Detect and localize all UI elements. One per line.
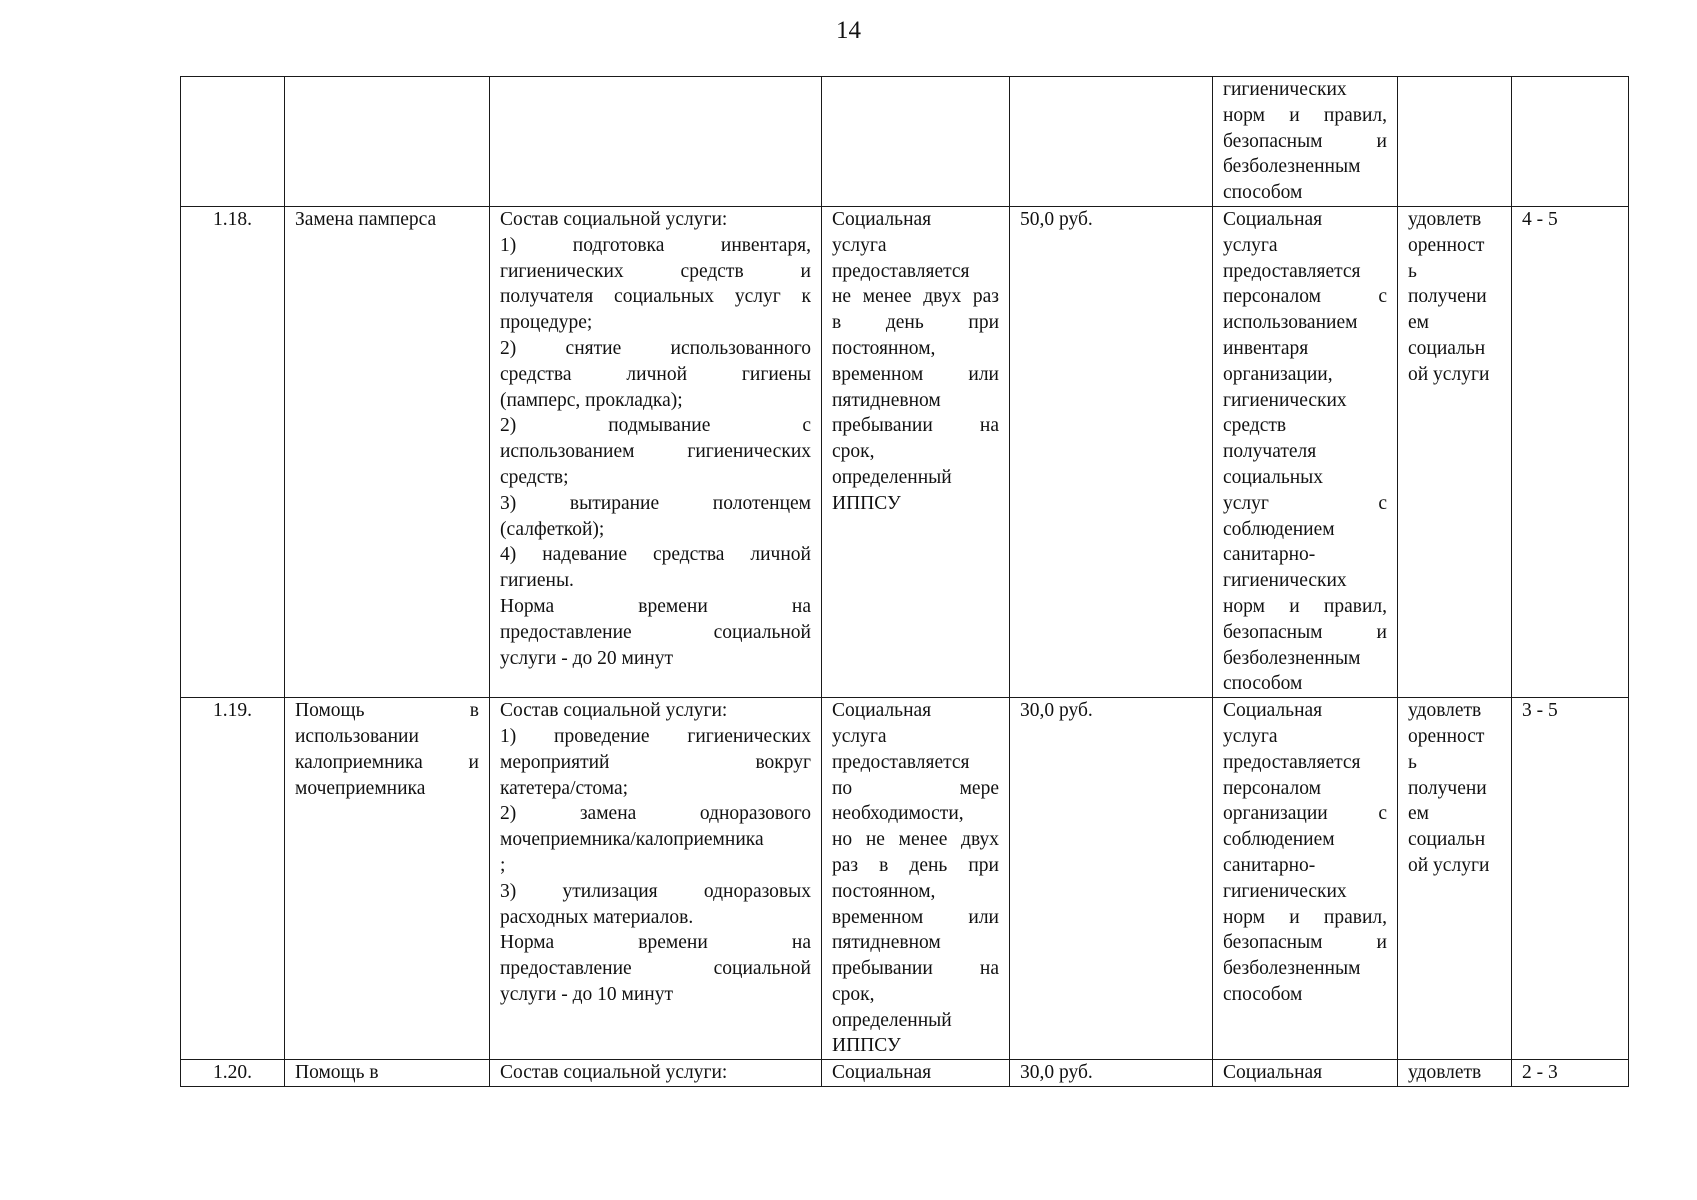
cell-line: получателя социальных услуг к (500, 286, 811, 308)
cell-line: гигиены. (500, 570, 574, 592)
cell-number (181, 1060, 285, 1087)
cell-points-text: 3 - 5 (1522, 700, 1558, 722)
cell-line: способом (1223, 182, 1303, 204)
cell-price-text: 50,0 руб. (1020, 208, 1093, 230)
cell-line: гигиенических (1223, 389, 1347, 411)
cell-line: катетера/стома; (500, 777, 629, 799)
cell-line: (памперс, прокладка); (500, 389, 683, 411)
cell-line: Состав социальной услуги: (500, 700, 728, 722)
cell-provision (1213, 206, 1398, 697)
cell-line: услуга (832, 234, 887, 256)
cell-line: в день при (832, 312, 999, 334)
cell-line: инвентаря (1223, 337, 1309, 359)
cell-line: социальных (1223, 466, 1324, 488)
cell-line: мочеприемника/калоприемника (500, 829, 764, 851)
cell-line: организации, (1223, 363, 1333, 385)
cell-line: норм и правил, (1223, 104, 1387, 126)
cell-provision (1213, 1060, 1398, 1087)
cell-line: предоставляется (832, 260, 970, 282)
cell-conditions (822, 1060, 1010, 1087)
cell-composition (490, 698, 822, 1060)
cell-line: срок, (832, 983, 875, 1005)
cell-line: услуга (1223, 725, 1278, 747)
cell-line: Норма времени на (500, 595, 811, 617)
cell-points-text: 4 - 5 (1522, 208, 1558, 230)
cell-line: ИППСУ (832, 1035, 901, 1057)
cell-line: использовании (295, 725, 419, 747)
cell-line: социальн (1408, 829, 1486, 851)
cell-price (1010, 1060, 1213, 1087)
cell-service-name (285, 1060, 490, 1087)
cell-service-name (285, 698, 490, 1060)
cell-criteria (1398, 206, 1512, 697)
cell-line: 2) снятие использованного (500, 337, 811, 359)
cell-points-text: 2 - 3 (1522, 1062, 1558, 1084)
cell-price-text: 30,0 руб. (1020, 1062, 1093, 1084)
cell-line: социальн (1408, 337, 1486, 359)
cell-line: Замена памперса (295, 208, 437, 230)
table-row (181, 77, 1629, 207)
cell-line: Социальная (1223, 1062, 1323, 1084)
cell-line: предоставляется (832, 751, 970, 773)
cell-line: пребывании на (832, 415, 999, 437)
cell-line: получателя (1223, 441, 1317, 463)
cell-service-name (285, 206, 490, 697)
cell-number (181, 77, 285, 207)
cell-line: не менее двух раз (832, 286, 999, 308)
cell-line: получени (1408, 286, 1487, 308)
cell-line: раз в день при (832, 854, 999, 876)
cell-line: средств (1223, 415, 1287, 437)
cell-line: организации с (1223, 803, 1387, 825)
cell-line: Социальная (1223, 700, 1323, 722)
cell-line: санитарно- (1223, 854, 1316, 876)
cell-line: услуга (1223, 234, 1278, 256)
cell-price (1010, 206, 1213, 697)
table-row (181, 206, 1629, 697)
cell-composition (490, 206, 822, 697)
cell-line: удовлетв (1408, 700, 1482, 722)
cell-points (1512, 698, 1629, 1060)
cell-points (1512, 77, 1629, 207)
cell-number-text: 1.19. (213, 700, 252, 722)
cell-line: предоставление социальной (500, 958, 811, 980)
cell-line: необходимости, (832, 803, 964, 825)
cell-line: Состав социальной услуги: (500, 208, 728, 230)
cell-line: пятидневном (832, 932, 941, 954)
cell-line: персоналом (1223, 777, 1321, 799)
cell-line: (салфеткой); (500, 518, 605, 540)
cell-line: ; (500, 854, 506, 876)
cell-line: пребывании на (832, 958, 999, 980)
cell-line: предоставляется (1223, 751, 1361, 773)
cell-criteria (1398, 698, 1512, 1060)
cell-criteria (1398, 1060, 1512, 1087)
cell-line: ИППСУ (832, 492, 901, 514)
cell-line: норм и правил, (1223, 595, 1387, 617)
cell-line: 1) проведение гигиенических (500, 725, 811, 747)
cell-line: ем (1408, 312, 1429, 334)
cell-line: удовлетв (1408, 208, 1482, 230)
cell-line: определенный (832, 1009, 952, 1031)
cell-line: Состав социальной услуги: (500, 1062, 728, 1084)
cell-line: способом (1223, 983, 1303, 1005)
cell-conditions (822, 77, 1010, 207)
cell-line: 2) замена одноразового (500, 803, 811, 825)
cell-price (1010, 77, 1213, 207)
cell-price-text: 30,0 руб. (1020, 700, 1093, 722)
cell-line: ь (1408, 260, 1417, 282)
cell-line: 1) подготовка инвентаря, (500, 234, 811, 256)
cell-line: безболезненным (1223, 647, 1361, 669)
cell-line: пятидневном (832, 389, 941, 411)
services-table (180, 76, 1629, 1087)
cell-line: соблюдением (1223, 829, 1335, 851)
cell-line: услуга (832, 725, 887, 747)
cell-line: 3) утилизация одноразовых (500, 880, 811, 902)
cell-line: норм и правил, (1223, 906, 1387, 928)
cell-line: оренност (1408, 725, 1485, 747)
cell-price (1010, 698, 1213, 1060)
cell-line: безболезненным (1223, 156, 1361, 178)
cell-line: Социальная (832, 700, 932, 722)
cell-line: гигиенических (1223, 570, 1347, 592)
cell-line: оренност (1408, 234, 1485, 256)
cell-number (181, 206, 285, 697)
cell-provision (1213, 77, 1398, 207)
cell-line: постоянном, (832, 337, 936, 359)
table-row (181, 1060, 1629, 1087)
cell-line: получени (1408, 777, 1487, 799)
cell-line: услуги - до 10 минут (500, 983, 673, 1005)
cell-line: ой услуги (1408, 854, 1490, 876)
cell-line: временном или (832, 906, 999, 928)
cell-line: услуги - до 20 минут (500, 647, 673, 669)
cell-line: 4) надевание средства личной (500, 544, 811, 566)
cell-line: Социальная (1223, 208, 1323, 230)
cell-number (181, 698, 285, 1060)
cell-line: Помощь в (295, 1062, 379, 1084)
cell-line: но не менее двух (832, 829, 999, 851)
cell-points (1512, 206, 1629, 697)
cell-line: 2) подмывание с (500, 415, 811, 437)
cell-line: мочеприемника (295, 777, 426, 799)
cell-line: мероприятий вокруг (500, 751, 811, 773)
cell-line: гигиенических средств и (500, 260, 811, 282)
cell-line: гигиенических (1223, 79, 1347, 100)
cell-line: услуг с (1223, 492, 1387, 514)
table-row (181, 698, 1629, 1060)
cell-line: по мере (832, 777, 999, 799)
cell-line: безболезненным (1223, 958, 1361, 980)
cell-line: определенный (832, 466, 952, 488)
cell-line: Социальная (832, 208, 932, 230)
cell-line: ой услуги (1408, 363, 1490, 385)
cell-conditions (822, 206, 1010, 697)
cell-line: Социальная (832, 1062, 932, 1084)
cell-number-text: 1.20. (213, 1062, 252, 1084)
cell-composition (490, 77, 822, 207)
cell-line: безопасным и (1223, 621, 1387, 643)
cell-line: Помощь в (295, 700, 479, 722)
cell-line: безопасным и (1223, 932, 1387, 954)
cell-line: средств; (500, 466, 569, 488)
cell-line: санитарно- (1223, 544, 1316, 566)
cell-line: срок, (832, 441, 875, 463)
cell-provision (1213, 698, 1398, 1060)
cell-line: калоприемника и (295, 751, 479, 773)
cell-line: 3) вытирание полотенцем (500, 492, 811, 514)
cell-line: процедуре; (500, 312, 593, 334)
cell-line: гигиенических (1223, 880, 1347, 902)
cell-line: предоставляется (1223, 260, 1361, 282)
cell-conditions (822, 698, 1010, 1060)
cell-line: расходных материалов. (500, 906, 694, 928)
cell-line: ем (1408, 803, 1429, 825)
cell-line: ь (1408, 751, 1417, 773)
cell-service-name (285, 77, 490, 207)
cell-number-text: 1.18. (213, 208, 252, 230)
cell-line: персоналом с (1223, 286, 1387, 308)
cell-line: предоставление социальной (500, 621, 811, 643)
cell-line: средства личной гигиены (500, 363, 811, 385)
cell-points (1512, 1060, 1629, 1087)
cell-line: временном или (832, 363, 999, 385)
cell-criteria (1398, 77, 1512, 207)
page-number: 14 (836, 17, 861, 44)
cell-line: использованием гигиенических (500, 441, 811, 463)
cell-line: способом (1223, 673, 1303, 695)
cell-line: удовлетв (1408, 1062, 1482, 1084)
cell-line: постоянном, (832, 880, 936, 902)
cell-line: Норма времени на (500, 932, 811, 954)
cell-composition (490, 1060, 822, 1087)
cell-line: безопасным и (1223, 130, 1387, 152)
cell-line: соблюдением (1223, 518, 1335, 540)
cell-line: использованием (1223, 312, 1358, 334)
